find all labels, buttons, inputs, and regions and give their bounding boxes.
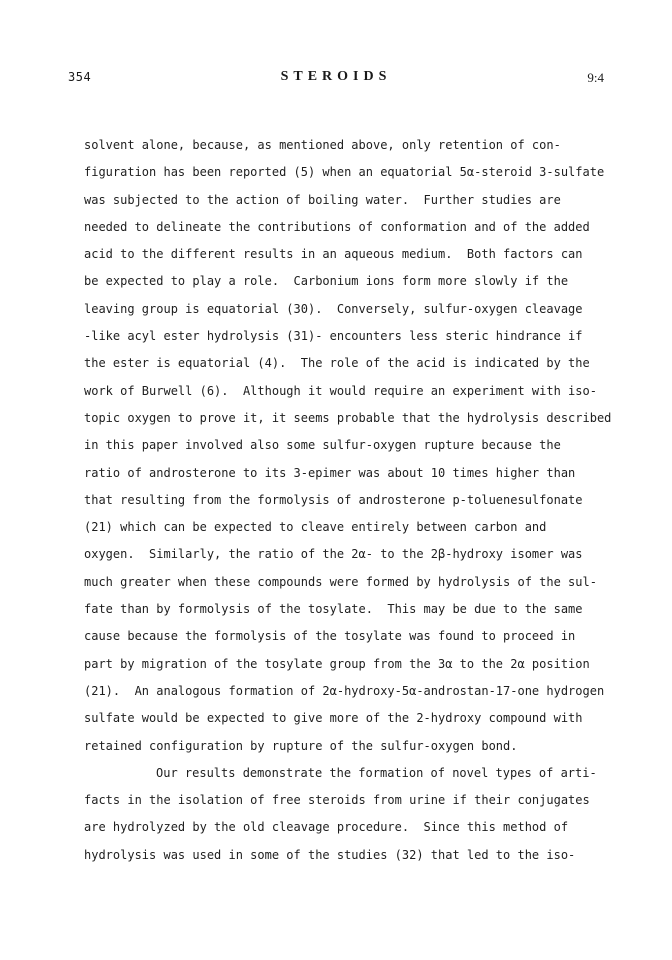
text-line: part by migration of the tosylate group from the 3α to the 2α position (84, 656, 590, 671)
text-line: are hydrolyzed by the old cleavage procedure. Since this method of (84, 820, 569, 835)
body-text (84, 132, 644, 869)
text-line: work of Burwell (6). Although it would require an experiment with iso- (84, 383, 597, 398)
journal-title: STEROIDS (280, 69, 392, 84)
text-line: the ester is equatorial (4). The role of the acid is indicated by the (84, 356, 590, 371)
text-line: sulfate would be expected to give more of the 2-hydroxy compound with (84, 711, 583, 726)
text-line: be expected to play a role. Carbonium ions form more slowly if the (84, 274, 569, 289)
text-line: (21) which can be expected to cleave entirely between carbon and (84, 520, 547, 535)
text-line: hydrolysis was used in some of the studies (32) that led to the iso- (84, 847, 576, 862)
text-line: figuration has been reported (5) when an equatorial 5α-steroid 3-sulfate (84, 165, 605, 180)
page-header (68, 70, 604, 90)
text-line: oxygen. Similarly, the ratio of the 2α- to the 2β-hydroxy isomer was (84, 547, 583, 562)
text-line: fate than by formolysis of the tosylate. This may be due to the same (84, 602, 583, 617)
text-line: (21). An analogous formation of 2α-hydroxy-5α-androstan-17-one hydrogen (84, 683, 605, 698)
text-line: was subjected to the action of boiling water. Further studies are (84, 192, 561, 207)
text-line: topic oxygen to prove it, it seems probable that the hydrolysis described (84, 410, 612, 425)
text-line: in this paper involved also some sulfur-oxygen rupture because the (84, 438, 561, 453)
text-line: much greater when these compounds were formed by hydrolysis of the sul- (84, 574, 597, 589)
text-line: leaving group is equatorial (30). Conversely, sulfur-oxygen cleavage (84, 301, 583, 316)
text-line: Our results demonstrate the formation of novel types of arti- (156, 765, 597, 780)
text-line: solvent alone, because, as mentioned above, only retention of con- (84, 138, 561, 152)
text-line: cause because the formolysis of the tosylate was found to proceed in (84, 629, 576, 644)
issue-number: 9:4 (587, 70, 604, 85)
text-line: acid to the different results in an aqueous medium. Both factors can (84, 247, 583, 262)
page-number: 354 (68, 70, 92, 84)
text-line: retained configuration by rupture of the sulfur-oxygen bond. (84, 738, 518, 753)
text-line: facts in the isolation of free steroids from urine if their conjugates (84, 793, 590, 808)
text-line: ratio of androsterone to its 3-epimer was about 10 times higher than (84, 465, 576, 480)
text-line: that resulting from the formolysis of androsterone p-toluenesulfonate (84, 492, 583, 507)
text-line: -like acyl ester hydrolysis (31)- encounters less steric hindrance if (84, 329, 583, 344)
text-line: needed to delineate the contributions of conformation and of the added (84, 219, 590, 234)
